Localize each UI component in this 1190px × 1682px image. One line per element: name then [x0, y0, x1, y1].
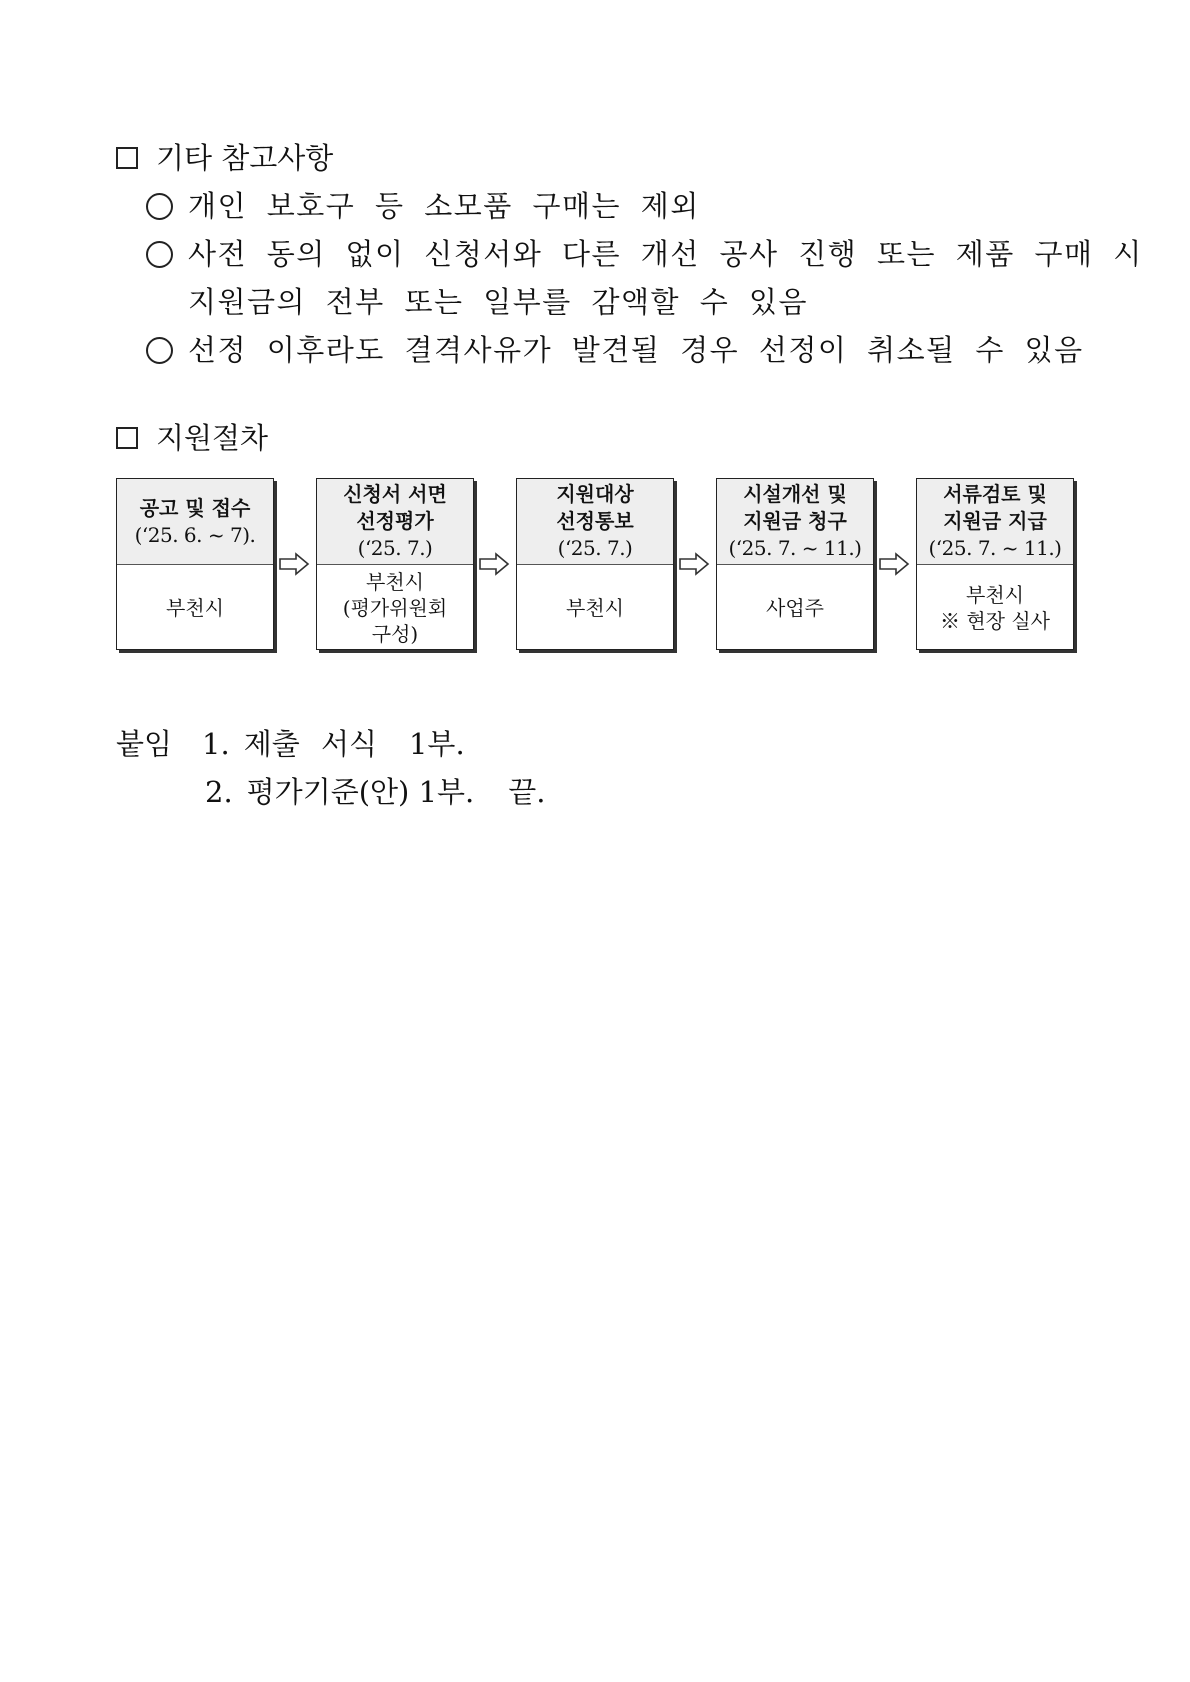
- attachment-label: 붙임: [116, 727, 173, 761]
- procedure-step-5: [916, 478, 1074, 650]
- attachment-line-1: [116, 726, 465, 762]
- procedure-step-owner-line: 부천시: [966, 582, 1024, 607]
- procedure-step-date: (‘25. 7. ~ 11.): [728, 536, 862, 560]
- notes-item-1-text: 개인 보호구 등 소모품 구매는 제외: [188, 189, 700, 223]
- procedure-step-body: [317, 565, 473, 650]
- procedure-step-header: [117, 479, 273, 565]
- procedure-step-owner-line: 부천시: [566, 595, 624, 620]
- circle-bullet-icon: [146, 193, 173, 220]
- procedure-step-header: [517, 479, 673, 565]
- procedure-step-title-line: 서류검토 및: [943, 482, 1047, 506]
- notes-item-1: [146, 188, 700, 224]
- attachment-1-text: 제출 서식: [243, 727, 377, 761]
- notes-section-title: [116, 140, 333, 176]
- notes-item-3-text: 선정 이후라도 결격사유가 발견될 경우 선정이 취소될 수 있음: [188, 333, 1084, 367]
- procedure-step-owner-line: 구성): [371, 621, 419, 646]
- procedure-step-owner-line: 부천시: [366, 569, 424, 594]
- right-arrow-icon: [478, 552, 510, 576]
- procedure-step-body: [117, 565, 273, 650]
- procedure-step-header: [317, 479, 473, 565]
- notes-title-text: 기타 참고사항: [156, 141, 334, 175]
- end-mark: 끝.: [508, 775, 546, 809]
- procedure-step-title-line: 지원금 청구: [743, 509, 847, 533]
- procedure-step-owner-line: ※ 현장 실사: [940, 608, 1050, 633]
- attachment-2-text: 평가기준(안) 1부.: [246, 775, 475, 809]
- procedure-step-body: [717, 565, 873, 650]
- notes-item-3: [146, 332, 1084, 368]
- procedure-step-date: (‘25. 6. ~ 7).: [134, 522, 256, 547]
- procedure-step-owner-line: 사업주: [766, 595, 824, 620]
- procedure-step-3: [516, 478, 674, 650]
- right-arrow-icon: [678, 552, 710, 576]
- procedure-step-title-line: 신청서 서면: [343, 482, 447, 506]
- procedure-step-date: (‘25. 7. ~ 11.): [928, 536, 1062, 560]
- procedure-step-date: (‘25. 7.): [557, 536, 633, 560]
- procedure-step-date: (‘25. 7.): [357, 536, 433, 560]
- procedure-step-4: [716, 478, 874, 650]
- square-bullet-icon: [116, 147, 138, 169]
- notes-item-2: [146, 236, 1143, 272]
- square-bullet-icon: [116, 427, 138, 449]
- procedure-step-2: [316, 478, 474, 650]
- procedure-step-owner-line: 부천시: [166, 595, 224, 620]
- procedure-step-title-line: 지원대상: [556, 482, 634, 506]
- procedure-step-header: [717, 479, 873, 565]
- attachment-1-count: 1부.: [408, 727, 465, 761]
- right-arrow-icon: [278, 552, 310, 576]
- circle-bullet-icon: [146, 241, 173, 268]
- attachment-1-number: 1.: [202, 727, 230, 761]
- procedure-section-title: [116, 420, 268, 456]
- circle-bullet-icon: [146, 337, 173, 364]
- procedure-step-header: [917, 479, 1073, 565]
- notes-item-2-text: 사전 동의 없이 신청서와 다른 개선 공사 진행 또는 제품 구매 시: [188, 237, 1143, 271]
- procedure-step-title-line: 지원금 지급: [943, 509, 1047, 533]
- procedure-step-title-line: 선정평가: [356, 509, 434, 533]
- right-arrow-icon: [878, 552, 910, 576]
- procedure-step-title-line: 공고 및 접수: [139, 495, 251, 520]
- procedure-step-body: [917, 565, 1073, 650]
- procedure-step-1: [116, 478, 274, 650]
- procedure-title-text: 지원절차: [156, 421, 269, 455]
- procedure-step-owner-line: (평가위원회: [342, 595, 448, 620]
- notes-item-2-continuation: 지원금의 전부 또는 일부를 감액할 수 있음: [188, 285, 809, 319]
- procedure-step-title-line: 시설개선 및: [743, 482, 847, 506]
- procedure-step-title-line: 선정통보: [556, 509, 634, 533]
- procedure-step-body: [517, 565, 673, 650]
- attachment-line-2: [205, 774, 546, 810]
- attachment-2-number: 2.: [205, 775, 233, 809]
